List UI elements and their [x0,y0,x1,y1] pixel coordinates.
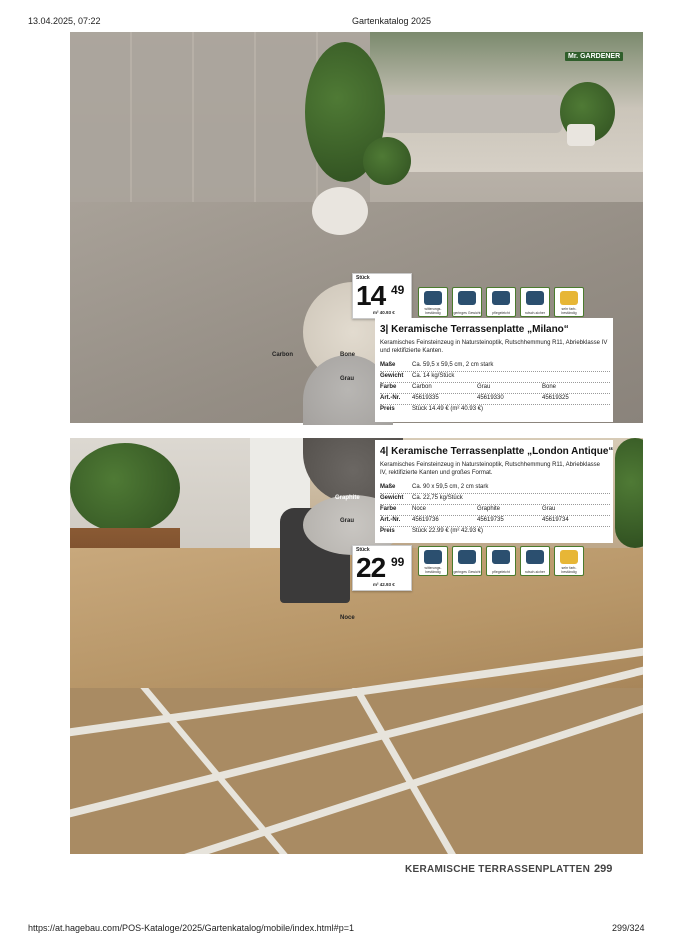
spec-key: Preis [380,528,395,534]
spec-value: Ca. 22,75 kg/Stück [412,495,463,501]
product-description: Keramisches Feinsteinzeug in Natursteinoptik, Rutschhemmung R11, Abriebklasse IV, rektifizierte Kanten und großes Format. [380,462,600,477]
price-unit: Stück [356,547,370,553]
price-unit: Stück [356,275,370,281]
icon-label: rutsch-sicher [524,310,546,315]
swatch-label-carbon: Carbon [272,352,293,358]
price-main: 14 [356,280,386,311]
feature-icons-london-antique [418,546,584,576]
easy-care-icon [486,287,516,317]
easy-care-icon [486,546,516,576]
small-plant [363,137,411,185]
spec-key: Art.-Nr. [380,517,401,523]
spec-key: Farbe [380,506,397,512]
low-maintenance-icon [452,546,482,576]
swatch-label-bone: Bone [340,352,355,358]
logo-text: GARDENER [580,53,621,60]
icon-label: witterungs-beständig [424,307,442,315]
spec-value: Stück 14.49 € (m² 40.93 €) [412,406,484,412]
product-card-milano [375,318,613,422]
spec-table [380,360,610,420]
spec-value: 45619735 [477,517,504,523]
spec-key: Gewicht [380,495,404,501]
print-page-counter: 299/324 [612,923,645,933]
outdoor-sofa [382,95,562,133]
frost-resistant-icon [418,546,448,576]
product-description: Keramisches Feinsteinzeug in Natursteinoptik, Rutschhemmung R11, Abriebklasse IV und rektifizierte Kanten. [380,340,608,355]
spec-value: Grau [477,384,491,390]
icon-label: witterungs-beständig [424,566,442,574]
weather-resistant-icon [554,287,584,317]
product-title: 4| Keramische Terrassenplatte „London Antique“ [380,446,614,457]
section-title: KERAMISCHE TERRASSENPLATTEN [405,864,591,875]
price-cents: 99 [391,555,405,569]
feature-icons-milano [418,287,584,317]
weather-resistant-icon [554,546,584,576]
spec-key: Gewicht [380,373,404,379]
price-badge-milano [352,273,412,319]
swatch-label-graphite: Graphite [335,495,360,501]
spec-value: 45619736 [412,517,439,523]
page-number: 299 [594,863,613,875]
product-title: 3| Keramische Terrassenplatte „Milano“ [380,324,569,335]
ground-tiles [70,688,643,854]
spec-value: 45619325 [542,395,569,401]
icon-label: geringes Gewicht [453,569,481,574]
spec-value: Bone [542,384,557,390]
icon-label: sehr farb-beständig [561,307,577,315]
logo-prefix: Mr. [568,53,579,60]
icon-label: rutsch-sicher [524,569,546,574]
spec-value: Carbon [412,384,432,390]
print-datetime: 13.04.2025, 07:22 [28,16,101,26]
icon-label: pflegeleicht [492,569,510,574]
round-planter [312,187,368,235]
price-per-m2: m² 42.93 € [373,582,395,587]
spec-row-preis [380,526,610,537]
spec-value: Noce [412,506,427,512]
price-main: 22 [356,552,386,583]
spec-table [380,482,610,542]
print-url: https://at.hagebau.com/POS-Kataloge/2025/Gartenkatalog/mobile/index.html#p=1 [28,923,354,933]
swatch-label-noce: Noce [340,615,355,621]
spec-value: Graphite [477,506,501,512]
spec-value: Stück 22.99 € (m² 42.93 €) [412,528,484,534]
gardener-logo [565,52,623,61]
product-card-london-antique [375,440,613,543]
price-badge-london-antique [352,545,412,591]
lounge-pot [567,124,595,146]
icon-label: geringes Gewicht [453,310,481,315]
icon-label: pflegeleicht [492,310,510,315]
frost-resistant-icon [418,287,448,317]
document-title: Gartenkatalog 2025 [352,16,432,26]
spec-key: Maße [380,484,396,490]
spec-row-preis [380,404,610,415]
spec-key: Art.-Nr. [380,395,401,401]
icon-label: sehr farb-beständig [561,566,577,574]
slip-resistant-icon [520,546,550,576]
swatch-label-grau: Grau [340,518,355,524]
spec-value: 45619734 [542,517,569,523]
spec-value: 45619330 [477,395,504,401]
price-per-m2: m² 40.93 € [373,310,395,315]
spec-key: Farbe [380,384,397,390]
spec-value: Ca. 90 x 59,5 cm, 2 cm stark [412,484,489,490]
price-cents: 49 [391,283,405,297]
right-shrub [615,438,643,548]
spec-value: Ca. 59,5 x 59,5 cm, 2 cm stark [412,362,494,368]
spec-value: Ca. 14 kg/Stück [412,373,455,379]
swatch-label-grau: Grau [340,376,355,382]
garden-shrub [70,443,180,533]
spec-key: Preis [380,406,395,412]
spec-value: 45619335 [412,395,439,401]
slip-resistant-icon [520,287,550,317]
spec-value: Grau [542,506,556,512]
spec-key: Maße [380,362,396,368]
low-maintenance-icon [452,287,482,317]
